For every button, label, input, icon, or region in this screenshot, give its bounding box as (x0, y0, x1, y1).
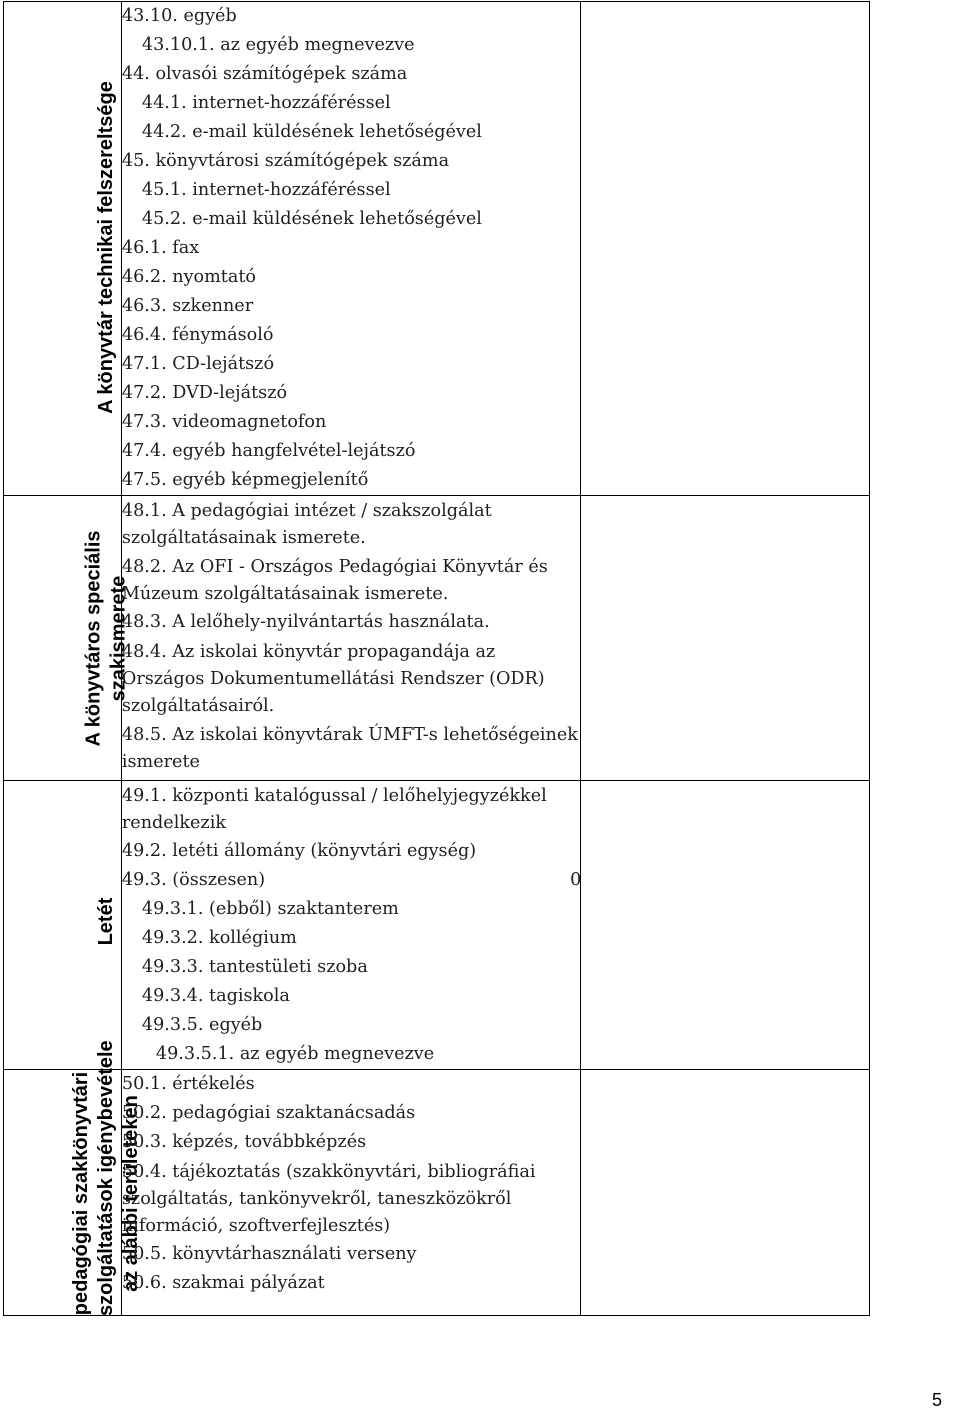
form-item (122, 866, 580, 895)
section-heading: A könyvtáros speciális (82, 530, 105, 747)
section-heading-cell (4, 781, 122, 1070)
form-item-label: 50.4. tájékoztatás (szakkönyvtári, bibliográfiai szolgáltatás, tankönyvekről, taneszközökről információ, szoftverfejlesztés) (121, 1162, 536, 1236)
form-item-label: 45.2. e-mail küldésének lehetőségével (141, 209, 482, 229)
form-item-value: 0 (570, 870, 582, 890)
form-item (122, 781, 580, 837)
form-item (122, 176, 580, 205)
section-heading: Letét (95, 897, 117, 945)
form-item (122, 1099, 580, 1128)
answer-cell[interactable] (581, 496, 870, 781)
form-item-label: 48.3. A lelőhely-nyilvántartás használata. (121, 612, 490, 632)
form-item-label: 46.2. nyomtató (121, 267, 257, 287)
form-item-label: 45. könyvtárosi számítógépek száma (121, 151, 450, 171)
section-row (4, 1070, 870, 1316)
section-items-cell (121, 496, 580, 781)
form-item-label: 47.5. egyéb képmegjelenítő (121, 470, 369, 490)
form-item-label: 49.3. (összesen) (121, 870, 266, 890)
form-item-label: 48.4. Az iskolai könyvtár propagandája az Országos Dokumentumellátási Rendszer (ODR) szolgáltatásairól. (121, 642, 545, 716)
form-item (122, 837, 580, 866)
form-item-label: 49.3.5. egyéb (141, 1015, 263, 1035)
form-item-label: 43.10.1. az egyéb megnevezve (141, 35, 415, 55)
section-items-cell (121, 1070, 580, 1316)
form-item (122, 379, 580, 408)
answer-cell[interactable] (581, 1070, 870, 1316)
form-item (122, 234, 580, 263)
form-item (122, 982, 580, 1011)
form-item-label: 48.1. A pedagógiai intézet / szakszolgálat szolgáltatásainak ismerete. (121, 501, 492, 548)
form-item-label: 49.3.5.1. az egyéb megnevezve (155, 1044, 435, 1064)
form-item (122, 147, 580, 176)
form-item (122, 1269, 580, 1298)
form-item (122, 1070, 580, 1099)
form-item-label: 49.3.4. tagiskola (141, 986, 290, 1006)
form-item (122, 466, 580, 495)
form-item-label: 50.1. értékelés (121, 1074, 255, 1094)
form-item-label: 46.3. szkenner (121, 296, 254, 316)
form-item-label: 49.3.3. tantestületi szoba (141, 957, 368, 977)
form-item (122, 263, 580, 292)
form-item (122, 608, 580, 637)
section-row (4, 781, 870, 1070)
form-item-label: 50.5. könyvtárhasználati verseny (121, 1244, 417, 1264)
section-items-cell (121, 2, 580, 496)
form-item-label: 48.2. Az OFI - Országos Pedagógiai Könyvtár és Múzeum szolgáltatásainak ismerete. (121, 557, 548, 604)
form-item (122, 1157, 580, 1240)
form-item-label: 44.1. internet-hozzáféréssel (141, 93, 391, 113)
form-item-label: 48.5. Az iskolai könyvtárak ÚMFT-s lehetőségeinek ismerete (121, 725, 578, 772)
form-item-label: 47.1. CD-lejátszó (121, 354, 275, 374)
form-item-label: 44.2. e-mail küldésének lehetőségével (141, 122, 482, 142)
section-heading-cell (4, 2, 122, 496)
form-item (122, 1240, 580, 1269)
form-item-label: 44. olvasói számítógépek száma (121, 64, 408, 84)
form-item-label: 43.10. egyéb (121, 6, 237, 26)
form-item (122, 720, 580, 776)
form-item-label: 47.3. videomagnetofon (121, 412, 327, 432)
form-item-label: 49.3.1. (ebből) szaktanterem (141, 899, 399, 919)
form-item-label: 46.4. fénymásoló (121, 325, 274, 345)
section-heading: pedagógiai szakkönyvtári (70, 1071, 92, 1315)
form-item (122, 552, 580, 608)
form-item (122, 292, 580, 321)
answer-cell[interactable] (581, 781, 870, 1070)
form-item-label: 47.4. egyéb hangfelvétel-lejátszó (121, 441, 416, 461)
form-item (122, 60, 580, 89)
answer-cell[interactable] (581, 2, 870, 496)
section-heading: az alábbi területeken (120, 1094, 142, 1292)
form-item (122, 205, 580, 234)
section-row (4, 2, 870, 496)
form-item (122, 953, 580, 982)
section-heading: A könyvtár technikai felszereltsége (95, 80, 117, 414)
form-item-label: 50.2. pedagógiai szaktanácsadás (121, 1103, 416, 1123)
form-item (122, 924, 580, 953)
survey-table (3, 1, 870, 1316)
form-item (122, 637, 580, 720)
form-item (122, 350, 580, 379)
form-item (122, 408, 580, 437)
form-item (122, 2, 580, 31)
form-item-label: 50.6. szakmai pályázat (121, 1273, 325, 1293)
form-item (122, 1040, 580, 1069)
form-item-label: 49.3.2. kollégium (141, 928, 297, 948)
form-item (122, 321, 580, 350)
section-heading-cell (4, 1039, 142, 1316)
form-item-label: 49.1. központi katalógussal / lelőhelyjegyzékkel rendelkezik (121, 786, 547, 833)
form-item-label: 45.1. internet-hozzáféréssel (141, 180, 391, 200)
form-item (122, 31, 580, 60)
section-items-cell (121, 781, 580, 1070)
form-item (122, 89, 580, 118)
form-item (122, 118, 580, 147)
form-item (122, 496, 580, 552)
section-heading: szakismerete (107, 575, 130, 702)
form-item-label: 46.1. fax (121, 238, 200, 258)
section-heading-cell (4, 496, 130, 781)
form-item (122, 1128, 580, 1157)
form-item (122, 1011, 580, 1040)
form-item-label: 47.2. DVD-lejátszó (121, 383, 288, 403)
section-heading: szolgáltatások igénybevétele (95, 1039, 117, 1316)
form-item (122, 437, 580, 466)
form-item (122, 895, 580, 924)
page-number: 5 (931, 1390, 942, 1410)
form-item-label: 49.2. letéti állomány (könyvtári egység) (121, 841, 477, 861)
section-row (4, 496, 870, 781)
form-item-label: 50.3. képzés, továbbképzés (121, 1132, 367, 1152)
